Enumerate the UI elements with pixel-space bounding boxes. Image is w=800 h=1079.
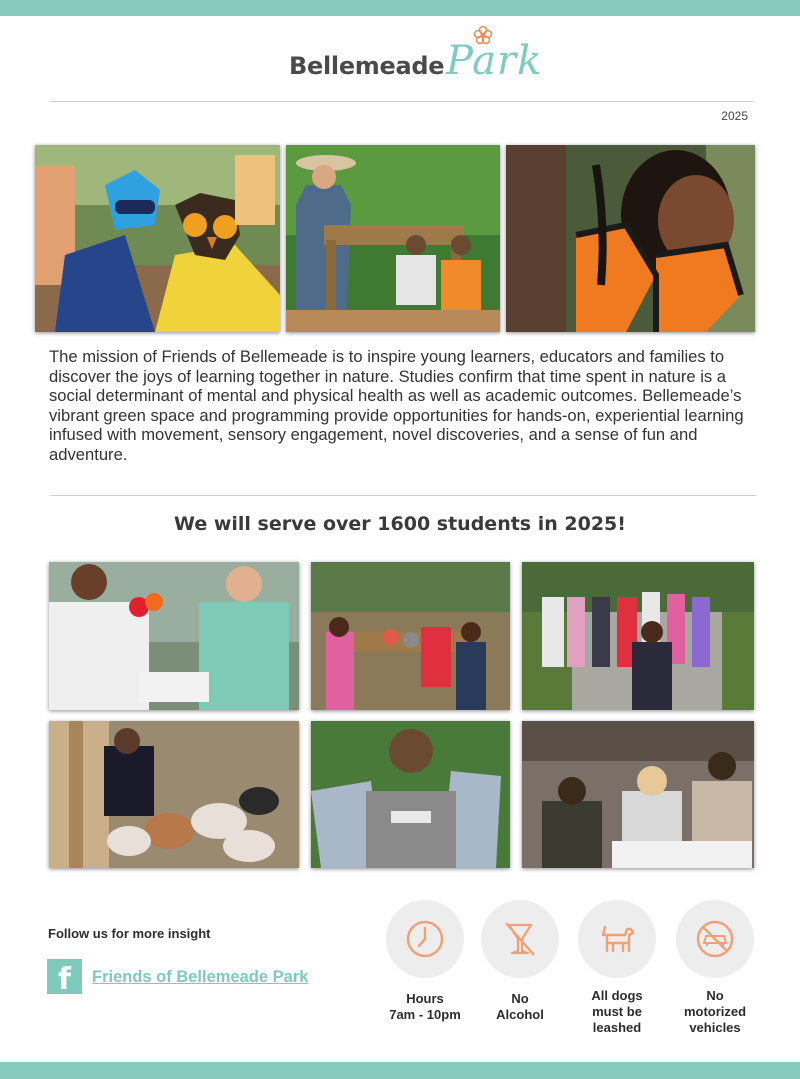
mission-statement: The mission of Friends of Bellemeade is to inspire young learners, educators and families to discover the joys of learning together in nature. Studies confirm that time spent in nature is a social determinant of mental and physical health as well as academic outcomes. Bellemeade’s vibrant green space and programming provide opportunities for hands-on, experiential learning infused with movement, sensory engagement, novel discoveries, and a sense of fun and adventure. <box>49 347 744 464</box>
photo-girl-butterfly-wings <box>506 145 755 332</box>
top-accent-band <box>0 0 800 16</box>
bottom-accent-band <box>0 1062 800 1079</box>
dog-icon <box>578 900 656 978</box>
logo-script: Park <box>446 38 543 84</box>
photo-outdoor-play-kitchen <box>311 562 510 710</box>
no-vehicles-label: No motorized vehicles <box>683 988 747 1035</box>
photo-boy-butterfly-wings <box>311 721 510 868</box>
section-divider <box>50 495 756 496</box>
follow-us-label: Follow us for more insight <box>48 926 211 941</box>
logo-wordmark: Bellemeade <box>289 52 445 80</box>
year-label: 2025 <box>721 109 748 123</box>
photo-garden-stand <box>286 145 500 332</box>
hours-label: Hours 7am - 10pm <box>389 991 461 1022</box>
clock-icon <box>386 900 464 978</box>
facebook-link[interactable]: Friends of Bellemeade Park <box>92 968 309 986</box>
no-alcohol-label: No Alcohol <box>496 991 544 1022</box>
no-vehicle-icon <box>676 900 754 978</box>
photo-students-on-trail <box>522 562 754 710</box>
no-alcohol-icon <box>481 900 559 978</box>
photo-volunteers-flowers-eggs <box>49 562 299 710</box>
photo-girls-classroom <box>522 721 754 868</box>
facebook-icon[interactable] <box>47 959 82 997</box>
bellemeade-park-logo <box>288 22 543 94</box>
facebook-letter: f <box>58 962 72 997</box>
photo-child-feeding-chickens <box>49 721 299 868</box>
dogs-leashed-label: All dogs must be leashed <box>591 988 643 1035</box>
students-headline: We will serve over 1600 students in 2025! <box>174 513 626 535</box>
header-divider <box>50 101 753 102</box>
photo-children-bird-masks <box>35 145 280 332</box>
